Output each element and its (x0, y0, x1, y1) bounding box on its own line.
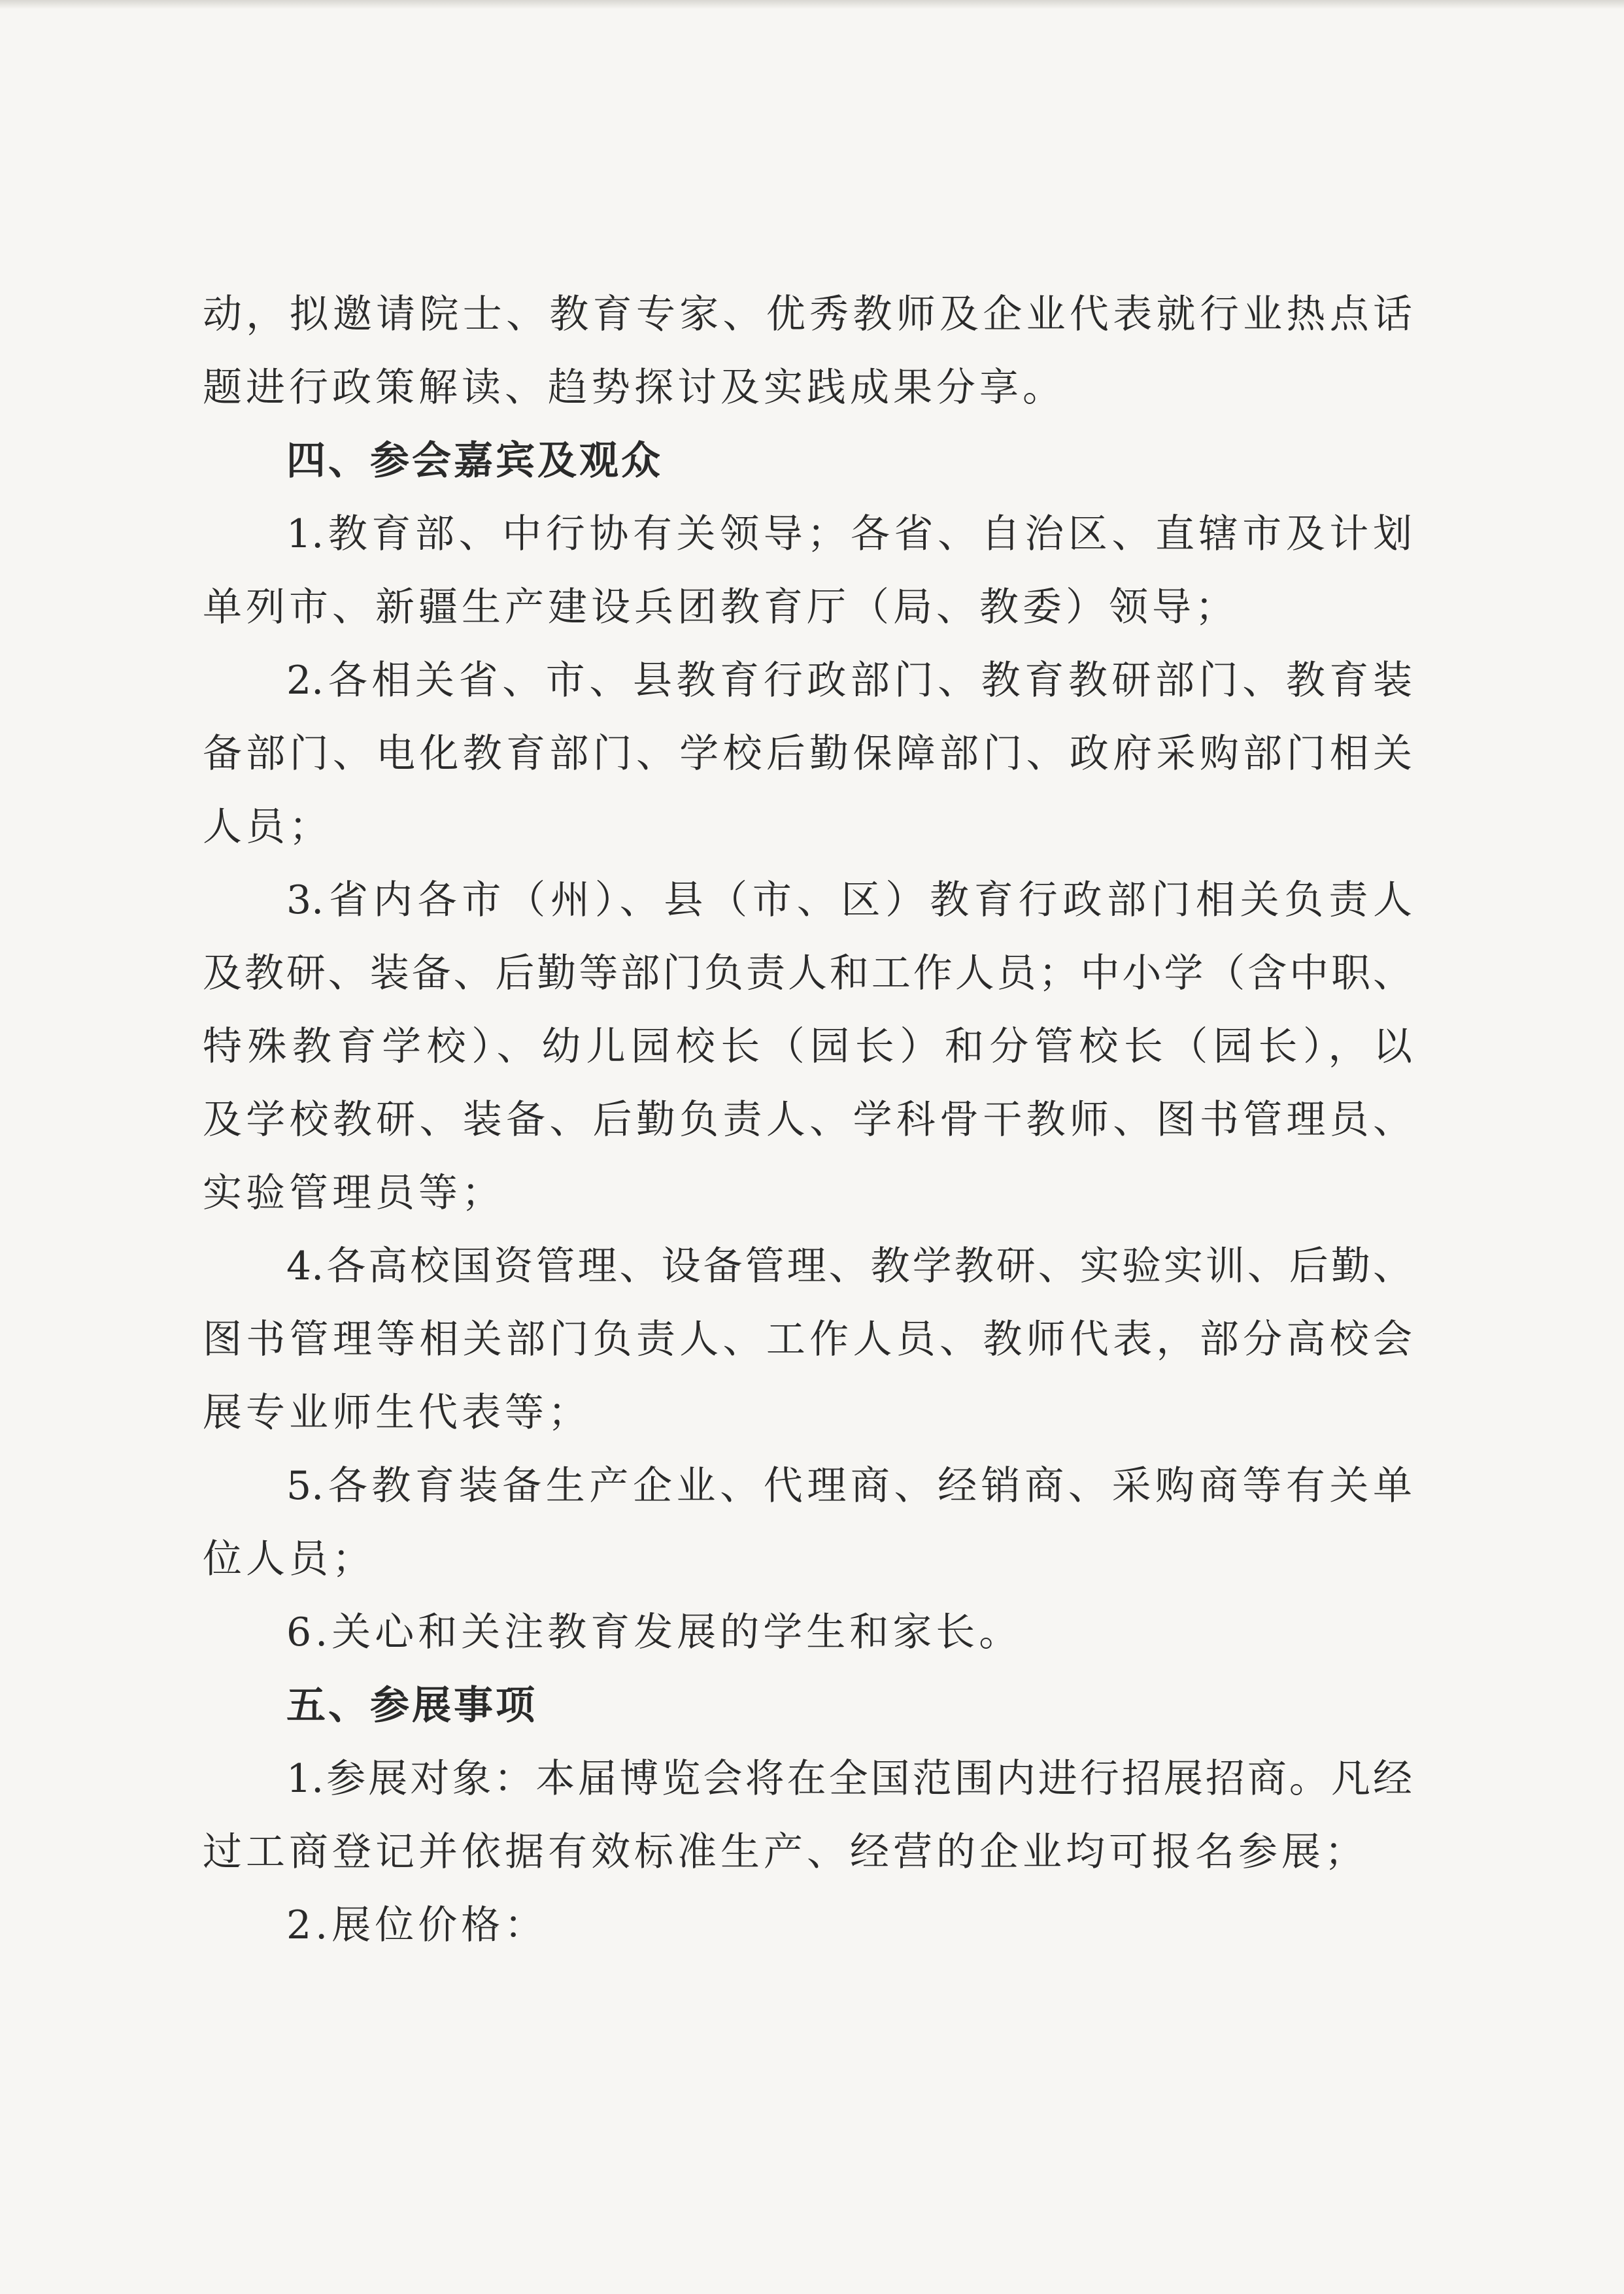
section-4-item-1-line-2: 单列市、新疆生产建设兵团教育厅（局、教委）领导； (203, 584, 1238, 630)
section-4-item-2-line-2: 备部门、电化教育部门、学校后勤保障部门、政府采购部门相关 (203, 731, 1412, 777)
section-4-item-4-line-2: 图书管理等相关部门负责人、工作人员、教师代表，部分高校会 (203, 1317, 1412, 1362)
intro-line-1: 动，拟邀请院士、教育专家、优秀教师及企业代表就行业热点话 (203, 292, 1412, 337)
section-4-item-5-line-2: 位人员； (203, 1536, 375, 1582)
section-4-item-1-line-1: 1.教育部、中行协有关领导；各省、自治区、直辖市及计划 (286, 511, 1412, 557)
section-5-item-2-line-1: 2.展位价格： (286, 1902, 548, 1948)
section-4-item-2-line-3: 人员； (203, 804, 332, 850)
section-4-item-2-line-1: 2.各相关省、市、县教育行政部门、教育教研部门、教育装 (286, 658, 1412, 703)
scan-top-edge (0, 0, 1624, 9)
document-body (203, 278, 1412, 1962)
section-4-item-4-line-1: 4.各高校国资管理、设备管理、教学教研、实验实训、后勤、 (286, 1243, 1412, 1289)
intro-line-2: 题进行政策解读、趋势探讨及实践成果分享。 (203, 365, 1066, 411)
section-5-item-1-line-1: 1.参展对象：本届博览会将在全国范围内进行招展招商。凡经 (286, 1756, 1412, 1802)
section-4-item-6-line-1: 6.关心和关注教育发展的学生和家长。 (286, 1610, 1023, 1655)
section-5-item-1-line-2: 过工商登记并依据有效标准生产、经营的企业均可报名参展； (203, 1829, 1368, 1875)
section-4-item-5-line-1: 5.各教育装备生产企业、代理商、经销商、采购商等有关单 (286, 1463, 1412, 1509)
section-4-item-3-line-4: 及学校教研、装备、后勤负责人、学科骨干教师、图书管理员、 (203, 1097, 1412, 1143)
section-4-item-4-line-3: 展专业师生代表等； (203, 1390, 591, 1436)
section-4-item-3-line-5: 实验管理员等； (203, 1170, 505, 1216)
section-4-item-3-line-1: 3.省内各市（州）、县（市、区）教育行政部门相关负责人 (286, 877, 1412, 923)
section-4-item-3-line-3: 特殊教育学校）、幼儿园校长（园长）和分管校长（园长），以 (203, 1024, 1412, 1070)
section-4-heading: 四、参会嘉宾及观众 (286, 438, 663, 484)
section-5-heading: 五、参展事项 (286, 1683, 537, 1729)
section-4-item-3-line-2: 及教研、装备、后勤等部门负责人和工作人员；中小学（含中职、 (203, 951, 1412, 996)
